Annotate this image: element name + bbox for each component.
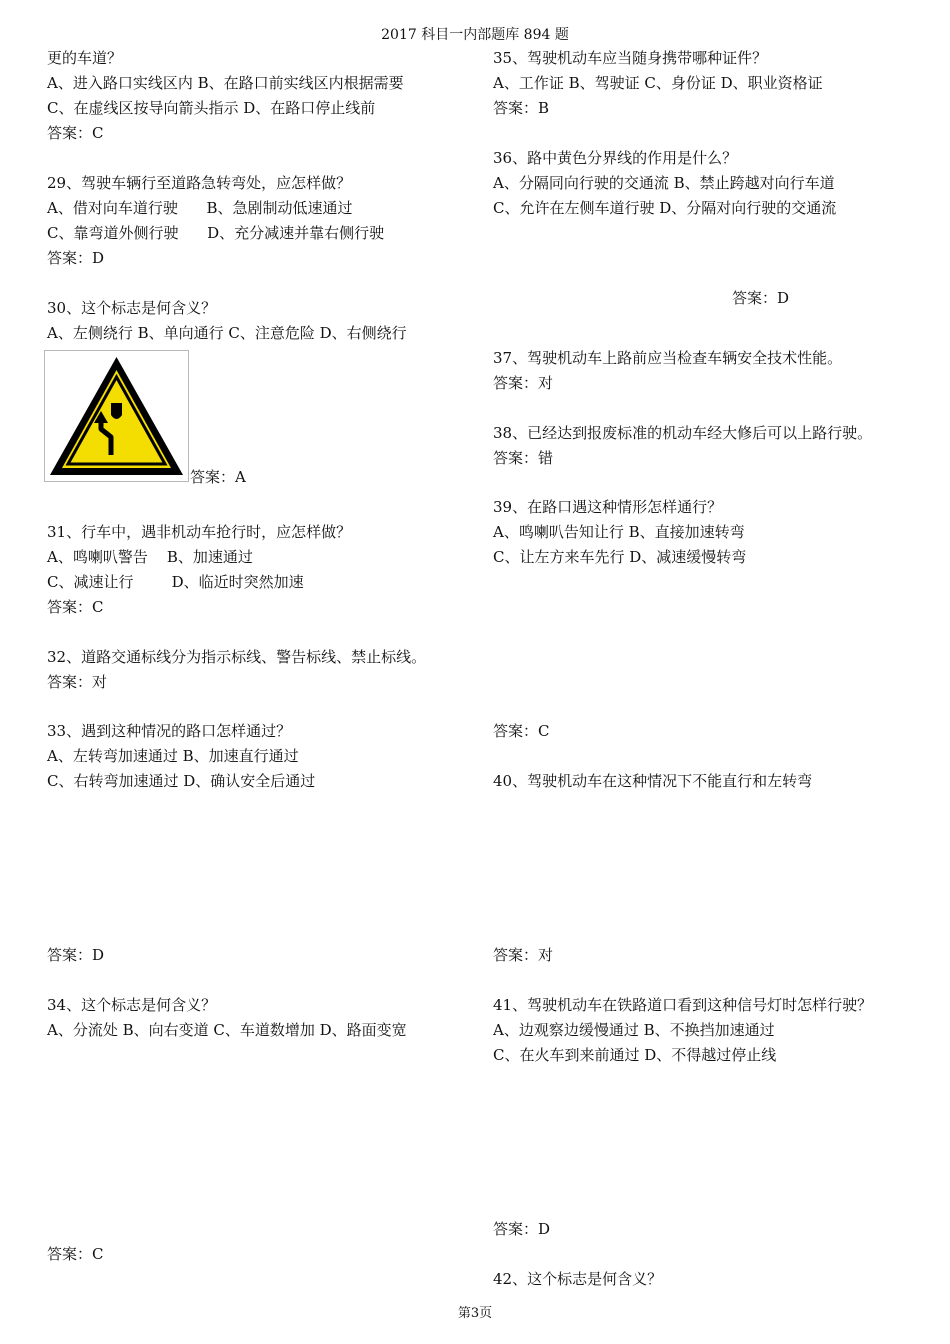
q29-answer: 答案：D bbox=[47, 249, 105, 267]
q38-question: 38、已经达到报废标准的机动车经大修后可以上路行驶。 bbox=[493, 424, 873, 442]
q33-options-line2: C、右转弯加速通过 D、确认安全后通过 bbox=[47, 772, 316, 790]
q31-answer: 答案：C bbox=[47, 598, 104, 616]
q29-options-line1: A、借对向车道行驶 B、急剧制动低速通过 bbox=[47, 199, 353, 217]
q40-question: 40、驾驶机动车在这种情况下不能直行和左转弯 bbox=[493, 772, 813, 790]
page-footer: 第3页 bbox=[457, 1306, 493, 1321]
q38-answer: 答案：错 bbox=[493, 449, 554, 467]
q33-question: 33、遇到这种情况的路口怎样通过？ bbox=[47, 722, 292, 740]
q39-options-line1: A、鸣喇叭告知让行 B、直接加速转弯 bbox=[493, 523, 745, 541]
q35-answer: 答案：B bbox=[493, 99, 550, 117]
page-header: 2017 科目一内部题库 894 题 bbox=[381, 27, 569, 43]
q39-answer: 答案：C bbox=[493, 722, 550, 740]
q36-options-line2: C、允许在左侧车道行驶 D、分隔对向行驶的交通流 bbox=[493, 199, 837, 217]
q32-answer: 答案：对 bbox=[47, 673, 108, 691]
q35-options: A、工作证 B、驾驶证 C、身份证 D、职业资格证 bbox=[493, 74, 823, 92]
q28-answer: 答案：C bbox=[47, 124, 104, 142]
q32-question: 32、道路交通标线分为指示标线、警告标线、禁止标线。 bbox=[47, 648, 427, 666]
q30-options: A、左侧绕行 B、单向通行 C、注意危险 D、右侧绕行 bbox=[47, 324, 407, 342]
q39-question: 39、在路口遇这种情形怎样通行？ bbox=[493, 498, 723, 516]
q34-answer: 答案：C bbox=[47, 1245, 104, 1263]
q30-answer: 答案：A bbox=[190, 468, 246, 486]
q35-question: 35、驾驶机动车应当随身携带哪种证件？ bbox=[493, 49, 768, 67]
q41-question: 41、驾驶机动车在铁路道口看到这种信号灯时怎样行驶？ bbox=[493, 996, 873, 1014]
q31-options-line1: A、鸣喇叭警告 B、加速通过 bbox=[47, 548, 253, 566]
q36-options-line1: A、分隔同向行驶的交通流 B、禁止跨越对向行车道 bbox=[493, 174, 835, 192]
q37-answer: 答案：对 bbox=[493, 374, 554, 392]
q42-question: 42、这个标志是何含义？ bbox=[493, 1270, 663, 1288]
q36-question: 36、路中黄色分界线的作用是什么？ bbox=[493, 149, 738, 167]
q41-answer: 答案：D bbox=[493, 1220, 551, 1238]
q28-options-line1: A、进入路口实线区内 B、在路口前实线区内根据需要 bbox=[47, 74, 404, 92]
q33-answer: 答案：D bbox=[47, 946, 105, 964]
q34-question: 34、这个标志是何含义？ bbox=[47, 996, 217, 1014]
q31-question: 31、行车中，遇非机动车抢行时，应怎样做？ bbox=[47, 523, 352, 541]
q34-options: A、分流处 B、向右变道 C、车道数增加 D、路面变宽 bbox=[47, 1021, 407, 1039]
q37-question: 37、驾驶机动车上路前应当检查车辆安全技术性能。 bbox=[493, 349, 843, 367]
warning-triangle-detour-left-icon bbox=[45, 351, 188, 481]
q28-continuation: 更的车道？ bbox=[47, 49, 123, 67]
q28-options-line2: C、在虚线区按导向箭头指示 D、在路口停止线前 bbox=[47, 99, 376, 117]
q30-sign-image bbox=[44, 350, 189, 482]
q41-options-line1: A、边观察边缓慢通过 B、不换挡加速通过 bbox=[493, 1021, 775, 1039]
q41-options-line2: C、在火车到来前通过 D、不得越过停止线 bbox=[493, 1046, 777, 1064]
q36-answer: 答案：D bbox=[732, 289, 790, 307]
q30-question: 30、这个标志是何含义？ bbox=[47, 299, 217, 317]
q39-options-line2: C、让左方来车先行 D、减速缓慢转弯 bbox=[493, 548, 747, 566]
q29-options-line2: C、靠弯道外侧行驶 D、充分减速并靠右侧行驶 bbox=[47, 224, 385, 242]
q40-answer: 答案：对 bbox=[493, 946, 554, 964]
q29-question: 29、驾驶车辆行至道路急转弯处，应怎样做？ bbox=[47, 174, 352, 192]
q31-options-line2: C、减速让行 D、临近时突然加速 bbox=[47, 573, 304, 591]
q33-options-line1: A、左转弯加速通过 B、加速直行通过 bbox=[47, 747, 299, 765]
